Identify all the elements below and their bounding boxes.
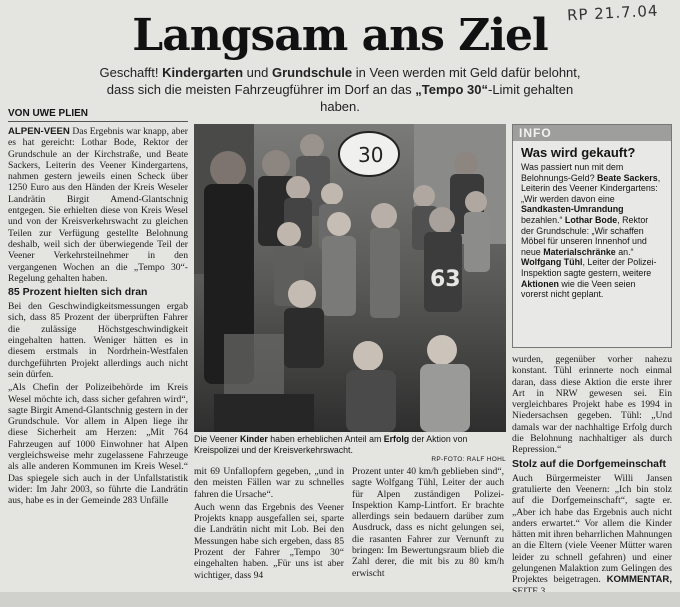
paragraph (8, 126, 188, 284)
paragraph: „Als Chefin der Polizeibehörde im Kreis Wesel möchte ich, dass sicher gefahren wird“, sagte Birgit Amend-Glantschnig gestern in der Grundschule. Vor allem in Alpen liege ihr diese Sicherheit am Herzen: „Mit 764 Fahrzeugen auf 1000 Einwohner hat Alpen vergleichsweise mehr zugelassene Fahrzeuge als alle anderen Kommunen im Kreis Wesel.“ Das spiegele sich auch in der Unfallstatistik wider: Im Jahr 2003, so führte die Landrätin aus, habe es in der Gemeinde 283 Unfälle (8, 382, 188, 507)
article-column-3 (352, 466, 504, 581)
info-bold: Aktionen (521, 278, 559, 289)
subheading: 85 Prozent hielten sich dran (8, 286, 148, 299)
subhead-text: und (243, 65, 272, 80)
photo-credit: RP-FOTO: RALF HOHL (431, 456, 506, 463)
article-column-2 (194, 466, 344, 583)
jersey-number: 63 (430, 267, 461, 292)
dateline: ALPEN-VEEN (8, 126, 70, 137)
info-bold: Sandkasten-Umrandung (521, 204, 624, 215)
subhead-text: in Veen werden mit Geld dafür belohnt, (352, 65, 581, 80)
subhead-bold: „Tempo 30“ (415, 82, 488, 97)
info-text: bezahlen.“ (521, 214, 565, 225)
info-box-header: INFO (513, 125, 671, 141)
info-box-body (513, 162, 671, 300)
sign-number: 30 (358, 143, 384, 167)
byline: VON UWE PLIEN (8, 108, 188, 122)
info-name: Lothar Bode (564, 214, 618, 225)
info-box (512, 124, 672, 348)
subhead-text: dass sich die meisten Fahrzeugführer im Dorf an das (106, 82, 416, 97)
kommentar-reference: KOMMENTAR, (606, 574, 672, 586)
caption-bold: Kinder (239, 434, 268, 444)
article-column-4 (512, 354, 672, 599)
info-text: , Leiterin des Veener Kindergartens: „Wir werden davon eine (521, 172, 661, 204)
caption-text: Die Veener (194, 434, 240, 444)
photo-image (194, 124, 506, 432)
subhead-text: Geschafft! (99, 65, 163, 80)
subhead-bold: Grundschule (271, 65, 353, 80)
info-text: Was passiert nun mit dem Belohnungs-Geld? (521, 162, 624, 183)
paragraph-text: Auch Bürgermeister Willi Jansen gratulierte den Veenern: „Ich bin stolz auf die Dorfgemeinschaft“, sagte er. „Aber ich habe das Ergebnis auch nicht anders erwartet.“ Vor allem die Kinder hätten mit ihren beharrlichen Mahnungen an die Eltern (viele Veener Mütter waren leider zu schnell gefahren) und einer gelungenen Malaktion zum Gelingen des Projektes beigetragen. (512, 472, 672, 586)
subhead-text: -Limit gehalten haben. (320, 82, 574, 114)
paragraph: wurden, gegenüber vorher nahezu konstant. Tühl erinnerte noch einmal daran, dass diese Aktion die erste ihrer Art in NRW gewesen sei. Ein vergleichbares Projekt habe es 1994 in Niedersachsen gegeben. Tühl: „Und damals war der nachhaltige Erfolg durch die Belohnung nachhaltiger als durch Repression.“ (512, 354, 672, 456)
caption-text: haben erheblichen Anteil am (267, 434, 384, 444)
info-name: Wolfgang Tühl (521, 257, 583, 268)
paragraph (512, 473, 672, 597)
photo-caption (194, 434, 506, 466)
subhead-bold: Kindergarten (162, 65, 244, 80)
info-text: an.“ (615, 246, 634, 257)
info-name: Beate Sackers (596, 172, 658, 183)
info-text: , Leiter der Polizei-Inspektion sagte gestern, weitere (521, 257, 657, 278)
info-bold: Materialschränke (543, 246, 616, 257)
subheading: Stolz auf die Dorfgemeinschaft (512, 457, 667, 470)
paragraph: Bei den Geschwindigkeitsmessungen ergab sich, dass 85 Prozent der überprüften Fahrer die zulässige Höchstgeschwindigkeit eingehalten hatten. Weniger hätten es in diesem erstmals in Nordrhein-Westfalen durchgeführten Projekt allerdings auch nicht sein dürfen. (8, 301, 188, 380)
paragraph: Prozent unter 40 km/h geblieben sind“, sagte Wolfgang Tühl, Leiter der auch für Alpen zuständigen Polizei-Inspektion Kamp-Lintfort. Er brachte allerdings sein bedauern darüber zum Ausdruck, dass es nicht gelungen sei, die rasanten Fahrer zur Vernunft zu bringen: Im Bewertungsraum blieb die Zahl derer, die mit bis zu 80 km/h erwischt (352, 466, 504, 579)
caption-bold: Erfolg (383, 434, 410, 444)
paragraph: mit 69 Unfallopfern gegeben, „und in den meisten Fällen war zu schnelles fahren die Ursache“. (194, 466, 344, 500)
info-text: wie die Veen seien vorerst nicht geplant. (521, 278, 636, 300)
info-text: , Rektor der Grundschule: „Wir schaffen Möbel für unseren Innenhof und neue (521, 214, 649, 257)
article-column-1 (8, 126, 188, 509)
paragraph: Auch wenn das Ergebnis des Veener Projekts knapp ausgefallen sei, sparte die Landrätin nicht mit Lob. Bei den Messungen habe sich ergeben, dass 85 Prozent der Fahrer „Tempo 30“ eingehalten haben. „Für uns ist aber wichtiger, dass 94 (194, 501, 344, 581)
caption-text: der Aktion von Kreispolizei und der Kreisverkehrswacht. (194, 434, 468, 455)
page-bottom-edge (0, 592, 680, 607)
group-photo (194, 124, 506, 432)
info-box-title: Was wird gekauft? (521, 145, 636, 160)
headline: Langsam ans Ziel (132, 10, 548, 61)
handwritten-date-note: RP 21.7.04 (566, 1, 659, 25)
paragraph-text: Das Ergebnis war knapp, aber es hat gereicht: Lothar Bode, Rektor der Grundschule an der Kirchstraße, und Beate Sackers, Leiterin des Veener Kindergartens, nahmen gestern jeweils einen Scheck über 1250 Euro aus den Händen der Kreis Weseler Landrätin Birgit Amend-Glantschnig entgegen. Sie erhielten diese von Kreis Wesel und von der Kreisverkehrswacht zu gleichen Teilen zur Verfügung gestellte Belohnung deshalb, weil sich der überwiegende Teil der Veener Verkehrsteilnehmer in den vergangenen Wochen an die „Tempo 30“-Regelung gehalten haben. (8, 126, 188, 284)
